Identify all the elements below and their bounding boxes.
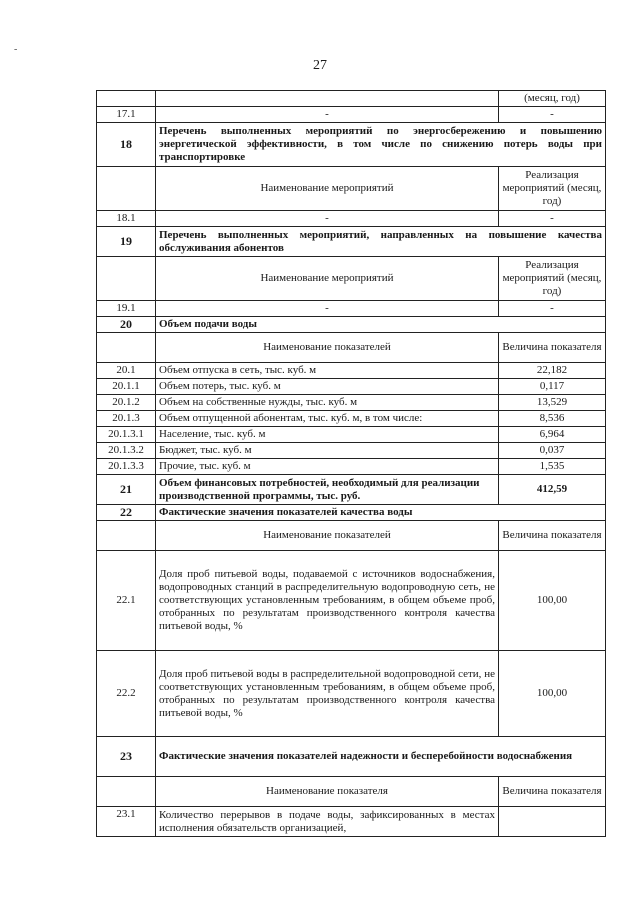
row-number — [97, 167, 156, 211]
row-number: 19.1 — [97, 301, 156, 317]
row-number: 20.1.3 — [97, 411, 156, 427]
row-value: 100,00 — [499, 651, 606, 737]
column-header-value: Реализация мероприятий (месяц, год) — [499, 257, 606, 301]
page-number: 27 — [313, 58, 327, 73]
row-value: 8,536 — [499, 411, 606, 427]
row-name: Прочие, тыс. куб. м — [156, 459, 499, 475]
table-row — [97, 807, 606, 837]
row-number — [97, 521, 156, 551]
row-value: (месяц, год) — [499, 91, 606, 107]
margin-mark: - — [14, 44, 18, 55]
row-name: Объем отпуска в сеть, тыс. куб. м — [156, 363, 499, 379]
column-header-value: Величина показателя — [499, 333, 606, 363]
column-header-row — [97, 333, 606, 363]
row-value: - — [499, 301, 606, 317]
table-row — [97, 551, 606, 651]
section-number: 18 — [97, 123, 156, 167]
row-name: Объем отпущенной абонентам, тыс. куб. м, в том числе: — [156, 411, 499, 427]
row-value — [499, 807, 606, 837]
row-value: 1,535 — [499, 459, 606, 475]
column-header-name: Наименование показателей — [156, 521, 499, 551]
row-number: 20.1.2 — [97, 395, 156, 411]
row-name: - — [156, 107, 499, 123]
column-header-row — [97, 777, 606, 807]
column-header-value: Величина показателя — [499, 777, 606, 807]
section-number: 19 — [97, 227, 156, 257]
column-header-row — [97, 167, 606, 211]
row-number: 20.1 — [97, 363, 156, 379]
row-name: - — [156, 301, 499, 317]
table-row — [97, 379, 606, 395]
section-title: Перечень выполненных мероприятий по энергосбережению и повышению энергетической эффективности, в том числе по снижению потерь воды при транспортировке — [156, 123, 606, 167]
row-value: 13,529 — [499, 395, 606, 411]
row-number: 20.1.3.1 — [97, 427, 156, 443]
row-number — [97, 333, 156, 363]
table-row — [97, 363, 606, 379]
row-number: 23.1 — [97, 807, 156, 837]
row-name: Бюджет, тыс. куб. м — [156, 443, 499, 459]
row-value: 100,00 — [499, 551, 606, 651]
table-row — [97, 411, 606, 427]
row-name: Доля проб питьевой воды в распределительной водопроводной сети, не соответствующих установленным требованиям, в общем объеме проб, отобранных по результатам производственного контроля качества питьевой воды, % — [156, 651, 499, 737]
row-number: 22.1 — [97, 551, 156, 651]
row-name: Объем потерь, тыс. куб. м — [156, 379, 499, 395]
section-row — [97, 227, 606, 257]
column-header-row — [97, 521, 606, 551]
report-table — [96, 90, 606, 837]
column-header-value: Реализация мероприятий (месяц, год) — [499, 167, 606, 211]
section-number: 23 — [97, 737, 156, 777]
column-header-name: Наименование показателей — [156, 333, 499, 363]
row-number — [97, 777, 156, 807]
column-header-name: Наименование показателя — [156, 777, 499, 807]
row-name: Доля проб питьевой воды, подаваемой с источников водоснабжения, водопроводных станций в распределительную водопроводную сеть, не соответствующих установленным требованиям, в общем объеме проб, отобранных по результатам производственного контроля качества питьевой воды, % — [156, 551, 499, 651]
section-title: Фактические значения показателей качества воды — [156, 505, 606, 521]
column-header-name: Наименование мероприятий — [156, 257, 499, 301]
row-number: 22.2 — [97, 651, 156, 737]
section-row — [97, 505, 606, 521]
column-header-name: Наименование мероприятий — [156, 167, 499, 211]
table-row — [97, 427, 606, 443]
section-row — [97, 475, 606, 505]
row-value: - — [499, 107, 606, 123]
table-row — [97, 91, 606, 107]
table-row — [97, 107, 606, 123]
column-header-value: Величина показателя — [499, 521, 606, 551]
section-title: Объем подачи воды — [156, 317, 606, 333]
table-row — [97, 443, 606, 459]
section-row — [97, 123, 606, 167]
table-row — [97, 211, 606, 227]
row-value: 6,964 — [499, 427, 606, 443]
section-number: 21 — [97, 475, 156, 505]
row-name: Количество перерывов в подаче воды, зафиксированных в местах исполнения обязательств организацией, — [156, 807, 499, 837]
table-row — [97, 651, 606, 737]
table-row — [97, 459, 606, 475]
row-value: 0,117 — [499, 379, 606, 395]
row-number: 18.1 — [97, 211, 156, 227]
row-name: - — [156, 211, 499, 227]
row-value: 22,182 — [499, 363, 606, 379]
row-number: 20.1.1 — [97, 379, 156, 395]
row-name — [156, 91, 499, 107]
table-row — [97, 395, 606, 411]
section-title: Объем финансовых потребностей, необходимый для реализации производственной программы, тыс. руб. — [156, 475, 499, 505]
row-name: Население, тыс. куб. м — [156, 427, 499, 443]
section-number: 20 — [97, 317, 156, 333]
row-number: 20.1.3.2 — [97, 443, 156, 459]
table-row — [97, 301, 606, 317]
section-title: Фактические значения показателей надежности и бесперебойности водоснабжения — [156, 737, 606, 777]
section-row — [97, 317, 606, 333]
row-number: 17.1 — [97, 107, 156, 123]
row-value: 412,59 — [499, 475, 606, 505]
row-number: 20.1.3.3 — [97, 459, 156, 475]
row-value: 0,037 — [499, 443, 606, 459]
column-header-row — [97, 257, 606, 301]
section-title: Перечень выполненных мероприятий, направленных на повышение качества обслуживания абонентов — [156, 227, 606, 257]
section-row — [97, 737, 606, 777]
row-value: - — [499, 211, 606, 227]
section-number: 22 — [97, 505, 156, 521]
row-number — [97, 257, 156, 301]
row-number — [97, 91, 156, 107]
row-name: Объем на собственные нужды, тыс. куб. м — [156, 395, 499, 411]
